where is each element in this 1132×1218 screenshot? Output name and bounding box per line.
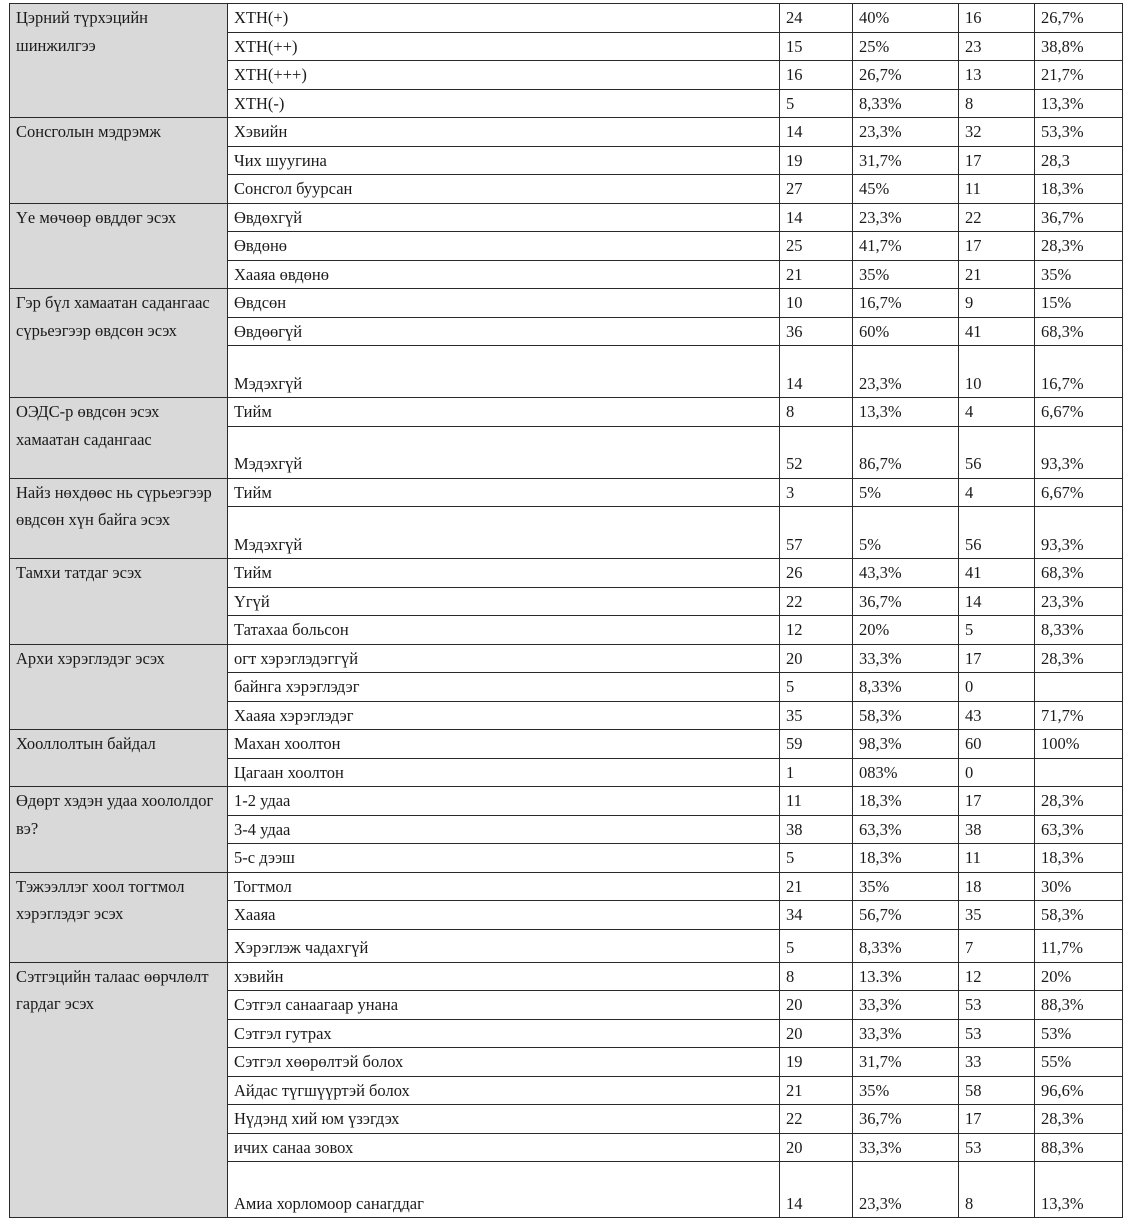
count-1-cell: 34	[780, 901, 853, 930]
count-2-cell: 32	[959, 118, 1035, 147]
option-cell: Цагаан хоолтон	[228, 758, 780, 787]
category-cell: Сэтгэцийн талаас өөрчлөлт гардаг эсэх	[10, 962, 228, 1218]
count-2-cell: 14	[959, 587, 1035, 616]
category-cell: Тэжээллэг хоол тогтмол хэрэглэдэг эсэх	[10, 872, 228, 962]
count-1-cell: 5	[780, 929, 853, 962]
category-cell: Найз нөхдөөс нь сүрьеэгээр өвдсөн хүн байга эсэх	[10, 478, 228, 559]
option-cell: Өвдөөгүй	[228, 317, 780, 346]
percent-1-cell: 18,3%	[853, 787, 959, 816]
count-1-cell: 36	[780, 317, 853, 346]
percent-2-cell: 93,3%	[1035, 426, 1123, 478]
percent-1-cell: 31,7%	[853, 1048, 959, 1077]
option-cell: Тийм	[228, 398, 780, 427]
count-1-cell: 20	[780, 1133, 853, 1162]
count-2-cell: 0	[959, 673, 1035, 702]
option-cell: Тийм	[228, 478, 780, 507]
percent-1-cell: 36,7%	[853, 587, 959, 616]
count-2-cell: 12	[959, 962, 1035, 991]
percent-2-cell: 36,7%	[1035, 203, 1123, 232]
count-1-cell: 35	[780, 701, 853, 730]
percent-2-cell: 100%	[1035, 730, 1123, 759]
count-2-cell: 56	[959, 507, 1035, 559]
percent-1-cell: 33,3%	[853, 1133, 959, 1162]
option-cell: Амиа хорломоор санагддаг	[228, 1162, 780, 1218]
percent-1-cell: 33,3%	[853, 991, 959, 1020]
count-2-cell: 35	[959, 901, 1035, 930]
count-1-cell: 24	[780, 4, 853, 33]
count-2-cell: 16	[959, 4, 1035, 33]
percent-1-cell: 8,33%	[853, 673, 959, 702]
option-cell: Мэдэхгүй	[228, 426, 780, 478]
count-1-cell: 20	[780, 991, 853, 1020]
option-cell: ичих санаа зовох	[228, 1133, 780, 1162]
count-1-cell: 21	[780, 1076, 853, 1105]
count-1-cell: 11	[780, 787, 853, 816]
percent-1-cell: 8,33%	[853, 89, 959, 118]
count-2-cell: 53	[959, 1133, 1035, 1162]
count-2-cell: 17	[959, 787, 1035, 816]
count-1-cell: 25	[780, 232, 853, 261]
percent-2-cell: 58,3%	[1035, 901, 1123, 930]
percent-2-cell: 18,3%	[1035, 844, 1123, 873]
percent-2-cell: 55%	[1035, 1048, 1123, 1077]
count-1-cell: 5	[780, 89, 853, 118]
category-cell: Өдөрт хэдэн удаа хоололдог вэ?	[10, 787, 228, 873]
count-2-cell: 17	[959, 1105, 1035, 1134]
percent-2-cell: 93,3%	[1035, 507, 1123, 559]
percent-1-cell: 33,3%	[853, 644, 959, 673]
percent-2-cell: 53,3%	[1035, 118, 1123, 147]
option-cell: Тогтмол	[228, 872, 780, 901]
percent-2-cell: 96,6%	[1035, 1076, 1123, 1105]
count-2-cell: 43	[959, 701, 1035, 730]
option-cell: 5-с дээш	[228, 844, 780, 873]
count-1-cell: 5	[780, 673, 853, 702]
count-2-cell: 11	[959, 175, 1035, 204]
percent-2-cell: 11,7%	[1035, 929, 1123, 962]
option-cell: Өвдөнө	[228, 232, 780, 261]
option-cell: ХТН(++)	[228, 32, 780, 61]
count-1-cell: 27	[780, 175, 853, 204]
count-1-cell: 26	[780, 559, 853, 588]
count-2-cell: 58	[959, 1076, 1035, 1105]
count-2-cell: 53	[959, 1019, 1035, 1048]
count-1-cell: 21	[780, 260, 853, 289]
count-2-cell: 9	[959, 289, 1035, 318]
percent-2-cell: 88,3%	[1035, 1133, 1123, 1162]
percent-2-cell: 13,3%	[1035, 1162, 1123, 1218]
count-1-cell: 10	[780, 289, 853, 318]
count-2-cell: 4	[959, 478, 1035, 507]
percent-2-cell: 6,67%	[1035, 398, 1123, 427]
option-cell: Сэтгэл санаагаар унана	[228, 991, 780, 1020]
count-1-cell: 22	[780, 1105, 853, 1134]
count-1-cell: 14	[780, 1162, 853, 1218]
percent-1-cell: 60%	[853, 317, 959, 346]
option-cell: Өвдсөн	[228, 289, 780, 318]
count-1-cell: 5	[780, 844, 853, 873]
percent-2-cell: 13,3%	[1035, 89, 1123, 118]
percent-1-cell: 31,7%	[853, 146, 959, 175]
percent-2-cell: 35%	[1035, 260, 1123, 289]
percent-2-cell: 68,3%	[1035, 317, 1123, 346]
option-cell: Махан хоолтон	[228, 730, 780, 759]
count-1-cell: 22	[780, 587, 853, 616]
percent-2-cell: 23,3%	[1035, 587, 1123, 616]
percent-2-cell: 71,7%	[1035, 701, 1123, 730]
option-cell: Сэтгэл гутрах	[228, 1019, 780, 1048]
percent-2-cell: 68,3%	[1035, 559, 1123, 588]
table-row	[10, 289, 1123, 318]
percent-1-cell: 40%	[853, 4, 959, 33]
percent-1-cell: 23,3%	[853, 1162, 959, 1218]
percent-2-cell: 16,7%	[1035, 346, 1123, 398]
count-2-cell: 11	[959, 844, 1035, 873]
option-cell: хэвийн	[228, 962, 780, 991]
count-2-cell: 22	[959, 203, 1035, 232]
option-cell: ХТН(+++)	[228, 61, 780, 90]
count-1-cell: 21	[780, 872, 853, 901]
count-1-cell: 20	[780, 1019, 853, 1048]
option-cell: Мэдэхгүй	[228, 346, 780, 398]
count-1-cell: 57	[780, 507, 853, 559]
percent-2-cell: 8,33%	[1035, 616, 1123, 645]
category-cell: Тамхи татдаг эсэх	[10, 559, 228, 645]
percent-1-cell: 083%	[853, 758, 959, 787]
table-row	[10, 787, 1123, 816]
percent-2-cell: 18,3%	[1035, 175, 1123, 204]
survey-table	[9, 3, 1123, 1218]
count-1-cell: 19	[780, 146, 853, 175]
table-body	[10, 4, 1123, 1218]
percent-2-cell: 26,7%	[1035, 4, 1123, 33]
count-2-cell: 53	[959, 991, 1035, 1020]
category-cell: Гэр бүл хамаатан садангаас сүрьеэгээр өвдсөн эсэх	[10, 289, 228, 398]
percent-2-cell: 63,3%	[1035, 815, 1123, 844]
percent-2-cell: 6,67%	[1035, 478, 1123, 507]
table-row	[10, 559, 1123, 588]
option-cell: Хааяа хэрэглэдэг	[228, 701, 780, 730]
count-2-cell: 13	[959, 61, 1035, 90]
percent-1-cell: 58,3%	[853, 701, 959, 730]
count-2-cell: 41	[959, 317, 1035, 346]
option-cell: ХТН(-)	[228, 89, 780, 118]
category-cell: Хооллолтын байдал	[10, 730, 228, 787]
count-2-cell: 33	[959, 1048, 1035, 1077]
percent-1-cell: 5%	[853, 507, 959, 559]
count-2-cell: 17	[959, 146, 1035, 175]
count-1-cell: 14	[780, 118, 853, 147]
count-2-cell: 8	[959, 1162, 1035, 1218]
count-2-cell: 0	[959, 758, 1035, 787]
option-cell: Тийм	[228, 559, 780, 588]
table-row	[10, 118, 1123, 147]
option-cell: Үгүй	[228, 587, 780, 616]
table-row	[10, 962, 1123, 991]
percent-1-cell: 43,3%	[853, 559, 959, 588]
percent-2-cell: 30%	[1035, 872, 1123, 901]
option-cell: 1-2 удаа	[228, 787, 780, 816]
option-cell: Сонсгол буурсан	[228, 175, 780, 204]
percent-1-cell: 16,7%	[853, 289, 959, 318]
count-2-cell: 5	[959, 616, 1035, 645]
percent-2-cell: 28,3%	[1035, 232, 1123, 261]
count-1-cell: 14	[780, 346, 853, 398]
percent-2-cell: 28,3%	[1035, 644, 1123, 673]
category-cell: Үе мөчөөр өвддөг эсэх	[10, 203, 228, 289]
count-2-cell: 41	[959, 559, 1035, 588]
option-cell: Хэвийн	[228, 118, 780, 147]
percent-1-cell: 33,3%	[853, 1019, 959, 1048]
percent-2-cell: 21,7%	[1035, 61, 1123, 90]
table-row	[10, 730, 1123, 759]
count-2-cell: 17	[959, 232, 1035, 261]
percent-1-cell: 63,3%	[853, 815, 959, 844]
percent-1-cell: 20%	[853, 616, 959, 645]
count-1-cell: 8	[780, 962, 853, 991]
count-2-cell: 23	[959, 32, 1035, 61]
option-cell: Хааяа	[228, 901, 780, 930]
percent-2-cell: 15%	[1035, 289, 1123, 318]
count-1-cell: 14	[780, 203, 853, 232]
percent-1-cell: 35%	[853, 872, 959, 901]
percent-2-cell: 28,3%	[1035, 787, 1123, 816]
category-cell: ОЭДС-р өвдсөн эсэх хамаатан садангаас	[10, 398, 228, 479]
count-2-cell: 56	[959, 426, 1035, 478]
count-2-cell: 60	[959, 730, 1035, 759]
percent-1-cell: 23,3%	[853, 346, 959, 398]
percent-1-cell: 25%	[853, 32, 959, 61]
option-cell: Нүдэнд хий юм үзэгдэх	[228, 1105, 780, 1134]
table-container	[9, 3, 1123, 1218]
option-cell: байнга хэрэглэдэг	[228, 673, 780, 702]
table-row	[10, 398, 1123, 427]
percent-2-cell: 38,8%	[1035, 32, 1123, 61]
table-row	[10, 872, 1123, 901]
option-cell: Мэдэхгүй	[228, 507, 780, 559]
option-cell: Сэтгэл хөөрөлтэй болох	[228, 1048, 780, 1077]
option-cell: Татахаа больсон	[228, 616, 780, 645]
table-row	[10, 4, 1123, 33]
count-1-cell: 20	[780, 644, 853, 673]
option-cell: Хааяа өвдөнө	[228, 260, 780, 289]
count-2-cell: 18	[959, 872, 1035, 901]
count-2-cell: 10	[959, 346, 1035, 398]
category-cell: Сонсголын мэдрэмж	[10, 118, 228, 204]
option-cell: Чих шуугина	[228, 146, 780, 175]
percent-2-cell: 20%	[1035, 962, 1123, 991]
percent-2-cell	[1035, 758, 1123, 787]
count-1-cell: 52	[780, 426, 853, 478]
count-1-cell: 8	[780, 398, 853, 427]
count-1-cell: 19	[780, 1048, 853, 1077]
percent-1-cell: 13,3%	[853, 398, 959, 427]
percent-1-cell: 35%	[853, 1076, 959, 1105]
count-1-cell: 16	[780, 61, 853, 90]
table-row	[10, 478, 1123, 507]
count-2-cell: 17	[959, 644, 1035, 673]
table-row	[10, 203, 1123, 232]
percent-1-cell: 26,7%	[853, 61, 959, 90]
percent-1-cell: 23,3%	[853, 118, 959, 147]
percent-1-cell: 13.3%	[853, 962, 959, 991]
percent-1-cell: 5%	[853, 478, 959, 507]
percent-1-cell: 45%	[853, 175, 959, 204]
count-2-cell: 21	[959, 260, 1035, 289]
percent-2-cell: 28,3%	[1035, 1105, 1123, 1134]
table-row	[10, 644, 1123, 673]
count-1-cell: 38	[780, 815, 853, 844]
category-cell: Архи хэрэглэдэг эсэх	[10, 644, 228, 730]
option-cell: ХТН(+)	[228, 4, 780, 33]
percent-1-cell: 86,7%	[853, 426, 959, 478]
percent-1-cell: 18,3%	[853, 844, 959, 873]
category-cell: Цэрний түрхэцийн шинжилгээ	[10, 4, 228, 118]
percent-2-cell	[1035, 673, 1123, 702]
count-1-cell: 15	[780, 32, 853, 61]
count-1-cell: 12	[780, 616, 853, 645]
count-2-cell: 7	[959, 929, 1035, 962]
count-1-cell: 3	[780, 478, 853, 507]
percent-2-cell: 53%	[1035, 1019, 1123, 1048]
count-2-cell: 8	[959, 89, 1035, 118]
percent-1-cell: 41,7%	[853, 232, 959, 261]
percent-1-cell: 35%	[853, 260, 959, 289]
percent-1-cell: 98,3%	[853, 730, 959, 759]
percent-1-cell: 56,7%	[853, 901, 959, 930]
option-cell: Айдас түгшүүртэй болох	[228, 1076, 780, 1105]
count-2-cell: 4	[959, 398, 1035, 427]
count-1-cell: 59	[780, 730, 853, 759]
count-1-cell: 1	[780, 758, 853, 787]
option-cell: Өвдөхгүй	[228, 203, 780, 232]
percent-1-cell: 23,3%	[853, 203, 959, 232]
percent-1-cell: 36,7%	[853, 1105, 959, 1134]
percent-2-cell: 28,3	[1035, 146, 1123, 175]
option-cell: огт хэрэглэдэггүй	[228, 644, 780, 673]
count-2-cell: 38	[959, 815, 1035, 844]
percent-2-cell: 88,3%	[1035, 991, 1123, 1020]
option-cell: Хэрэглэж чадахгүй	[228, 929, 780, 962]
percent-1-cell: 8,33%	[853, 929, 959, 962]
option-cell: 3-4 удаа	[228, 815, 780, 844]
